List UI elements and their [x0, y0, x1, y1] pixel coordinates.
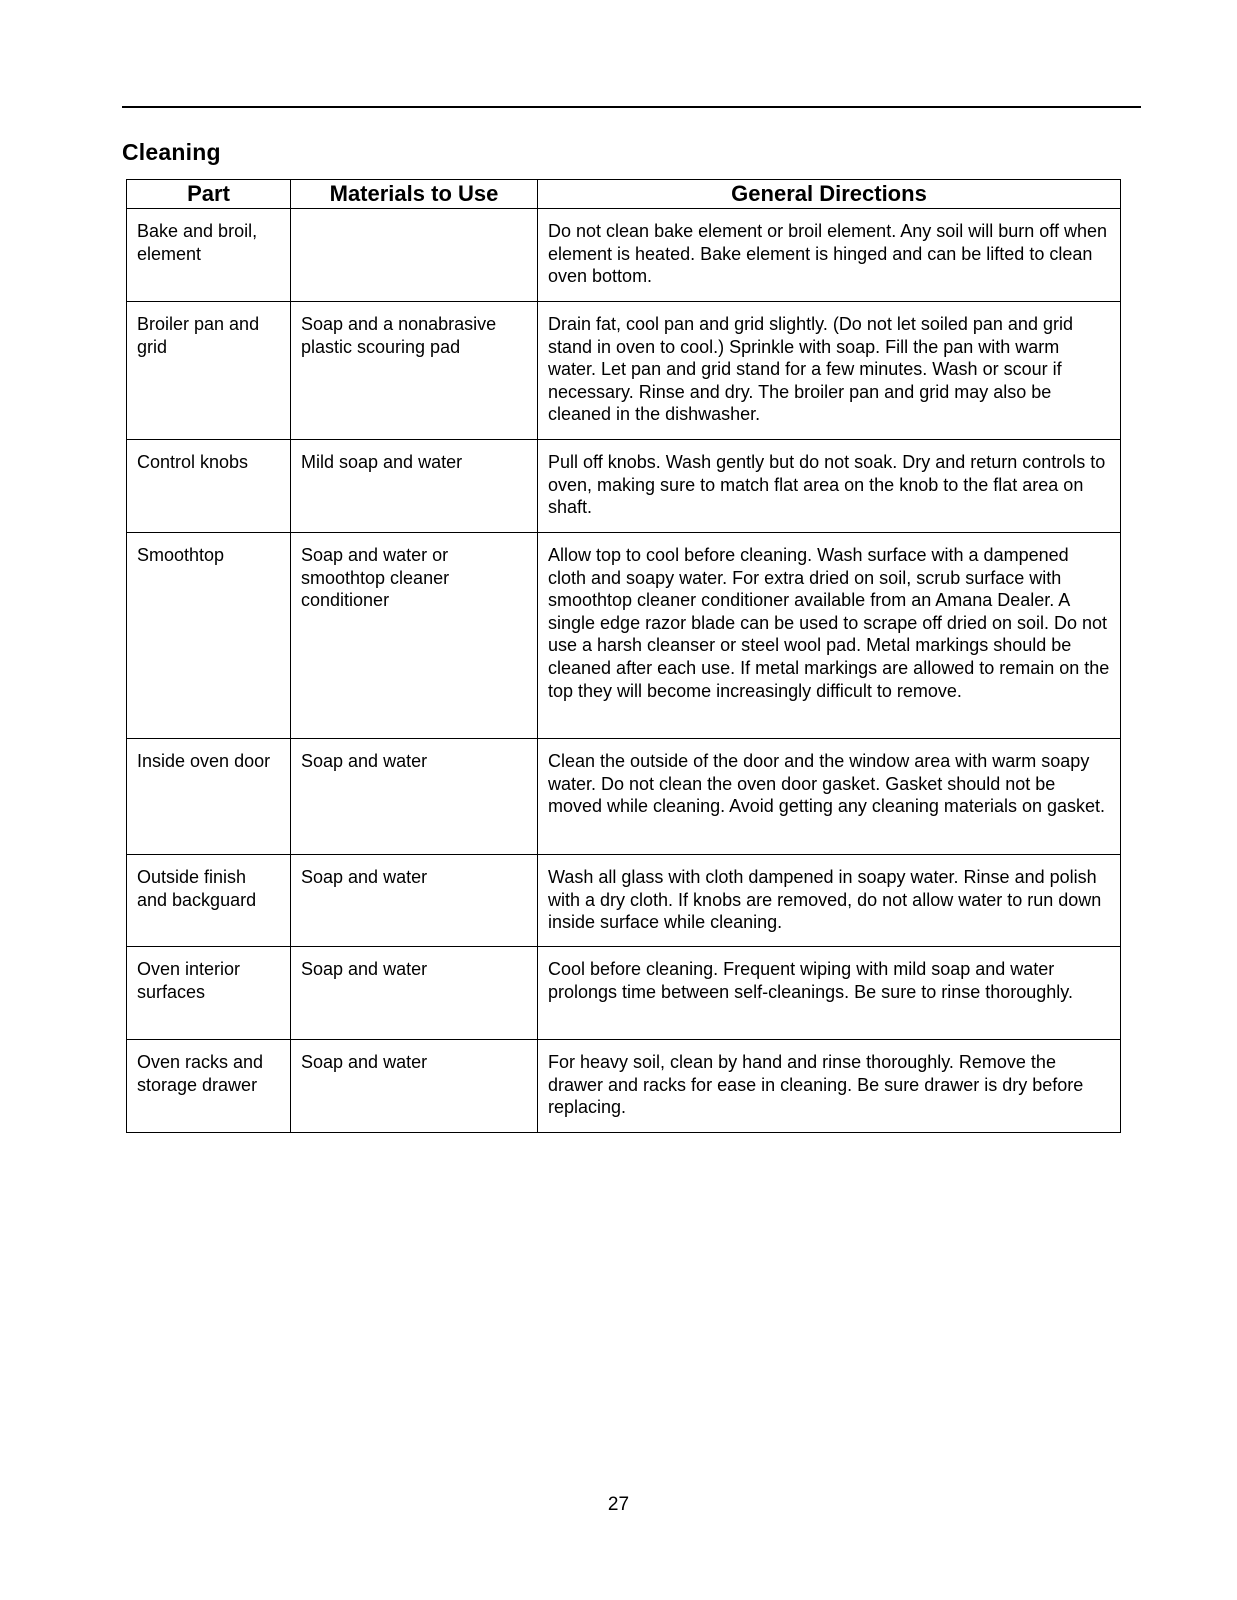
cell-directions: Allow top to cool before cleaning. Wash surface with a dampened cloth and soapy water. For extra dried on soil, scrub surface with smoothtop cleaner conditioner available from an Amana Dealer. A single edge razor blade can be used to scrape off dried on soil. Do not use a harsh cleanser or steel wool pad. Metal markings should be cleaned after each use. If metal markings are allowed to remain on the top they will become increasingly difficult to remove.: [538, 533, 1121, 739]
cleaning-table: [126, 179, 1121, 1133]
section-title: Cleaning: [122, 139, 221, 165]
cell-materials: Soap and water: [291, 855, 538, 947]
cell-part: Outside finish and backguard: [127, 855, 291, 947]
header-rule: [122, 106, 1141, 108]
column-header-directions: General Directions: [538, 180, 1121, 209]
table-row: [127, 302, 1121, 440]
table-row: [127, 209, 1121, 302]
column-header-materials: Materials to Use: [291, 180, 538, 209]
cell-part: Bake and broil, element: [127, 209, 291, 302]
table-row: [127, 855, 1121, 947]
cell-part: Smoothtop: [127, 533, 291, 739]
cell-part: Control knobs: [127, 440, 291, 533]
table-row: [127, 533, 1121, 739]
table-row: [127, 440, 1121, 533]
table-header-row: [127, 180, 1121, 209]
cell-directions: Wash all glass with cloth dampened in soapy water. Rinse and polish with a dry cloth. If knobs are removed, do not allow water to run down inside surface while cleaning.: [538, 855, 1121, 947]
cell-materials: Soap and water: [291, 739, 538, 855]
cell-directions: Cool before cleaning. Frequent wiping with mild soap and water prolongs time between self-cleanings. Be sure to rinse thoroughly.: [538, 947, 1121, 1040]
cell-part: Oven racks and storage drawer: [127, 1040, 291, 1133]
cell-part: Oven interior surfaces: [127, 947, 291, 1040]
cell-materials: Soap and water: [291, 1040, 538, 1133]
cell-directions: For heavy soil, clean by hand and rinse thoroughly. Remove the drawer and racks for ease in cleaning. Be sure drawer is dry before replacing.: [538, 1040, 1121, 1133]
table-row: [127, 739, 1121, 855]
cell-part: Broiler pan and grid: [127, 302, 291, 440]
cell-part: Inside oven door: [127, 739, 291, 855]
table-row: [127, 1040, 1121, 1133]
cell-directions: Clean the outside of the door and the window area with warm soapy water. Do not clean the oven door gasket. Gasket should not be moved while cleaning. Avoid getting any cleaning materials on gasket.: [538, 739, 1121, 855]
cell-materials: Mild soap and water: [291, 440, 538, 533]
page-number: 27: [607, 1494, 630, 1515]
cell-directions: Pull off knobs. Wash gently but do not soak. Dry and return controls to oven, making sure to match flat area on the knob to the flat area on shaft.: [538, 440, 1121, 533]
cell-materials: [291, 209, 538, 302]
cell-materials: Soap and water: [291, 947, 538, 1040]
cell-materials: Soap and water or smoothtop cleaner conditioner: [291, 533, 538, 739]
column-header-part: Part: [127, 180, 291, 209]
cell-directions: Drain fat, cool pan and grid slightly. (Do not let soiled pan and grid stand in oven to cool.) Sprinkle with soap. Fill the pan with warm water. Let pan and grid stand for a few minutes. Wash or scour if necessary. Rinse and dry. The broiler pan and grid may also be cleaned in the dishwasher.: [538, 302, 1121, 440]
cell-directions: Do not clean bake element or broil element. Any soil will burn off when element is heated. Bake element is hinged and can be lifted to clean oven bottom.: [538, 209, 1121, 302]
table-row: [127, 947, 1121, 1040]
cell-materials: Soap and a nonabrasive plastic scouring pad: [291, 302, 538, 440]
